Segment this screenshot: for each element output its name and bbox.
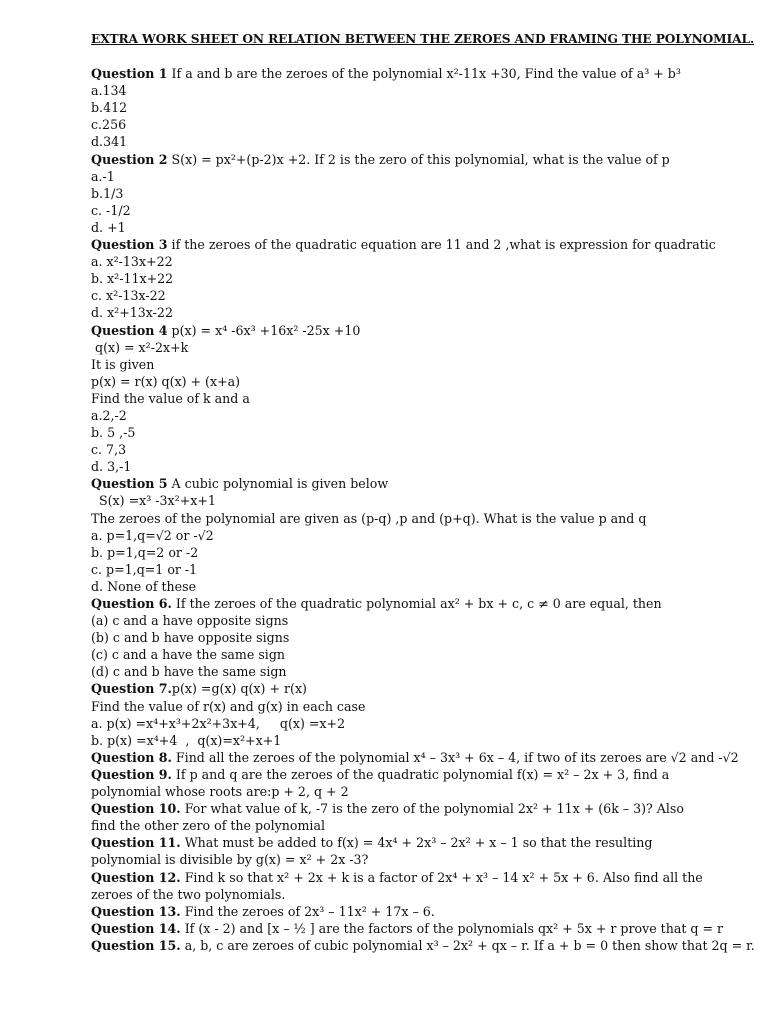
question-8-label: Question 8.	[91, 749, 172, 765]
question-14	[91, 920, 724, 937]
worksheet-page	[91, 31, 755, 954]
question-4-option: c. 7,3	[91, 442, 127, 458]
question-1	[91, 65, 711, 82]
question-1-option: d.341	[91, 134, 128, 150]
question-15	[91, 937, 755, 954]
question-3-option: d. x²+13x-22	[91, 305, 173, 321]
question-8-text: Find all the zeroes of the polynomial x⁴ – 3x³ + 6x – 4, if two of its zeroes are √2 and -√2	[171, 749, 739, 765]
question-4-option: a.2,-2	[91, 407, 127, 423]
question-2-text: S(x) = px²+(p-2)x +2. If 2 is the zero of this polynomial, what is the value of p	[167, 151, 670, 167]
question-5-line: The zeroes of the polynomial are given as (p-q) ,p and (p+q). What is the value p and q	[91, 510, 647, 526]
question-4-line: q(x) = x²-2x+k	[91, 339, 189, 355]
question-10-text: For what value of k, -7 is the zero of the polynomial 2x² + 11x + (6k – 3)? Also find the other zero of the polynomial	[91, 801, 684, 834]
question-2-option: c. -1/2	[91, 202, 131, 218]
question-7-label: Question 7.	[91, 681, 172, 697]
question-6	[91, 595, 711, 612]
question-7-text: p(x) =g(x) q(x) + r(x)	[171, 681, 307, 697]
question-13-text: Find the zeroes of 2x³ – 11x² + 17x – 6.	[180, 903, 435, 919]
question-12-label: Question 12.	[91, 869, 181, 885]
question-7-option: b. p(x) =x⁴+4 , q(x)=x²+x+1	[91, 732, 282, 748]
question-9-label: Question 9.	[91, 766, 172, 782]
question-4-option: b. 5 ,-5	[91, 425, 136, 441]
question-7-line: Find the value of r(x) and g(x) in each case	[91, 698, 366, 714]
question-10-label: Question 10.	[91, 801, 181, 817]
question-13	[91, 903, 711, 920]
question-9	[91, 766, 711, 800]
question-6-option: (d) c and b have the same sign	[91, 664, 287, 680]
question-12-text: Find k so that x² + 2x + k is a factor of 2x⁴ + x³ – 14 x² + 5x + 6. Also find all the zeroes of the two polynomials.	[91, 869, 703, 902]
question-7-option: a. p(x) =x⁴+x³+2x²+3x+4, q(x) =x+2	[91, 715, 346, 731]
question-10	[91, 800, 711, 834]
question-3-text: if the zeroes of the quadratic equation are 11 and 2 ,what is expression for quadratic	[167, 237, 716, 253]
question-5-option: c. p=1,q=1 or -1	[91, 561, 198, 577]
worksheet-title: EXTRA WORK SHEET ON RELATION BETWEEN THE ZEROES AND FRAMING THE POLYNOMIAL.	[91, 32, 755, 46]
question-4-line: Find the value of k and a	[91, 390, 250, 406]
question-6-text: If the zeroes of the quadratic polynomial ax² + bx + c, c ≠ 0 are equal, then	[171, 596, 662, 611]
question-15-text: a, b, c are zeroes of cubic polynomial x³ – 2x² + qx – r. If a + b = 0 then show that 2q = r.	[180, 937, 755, 953]
question-1-label: Question 1	[91, 66, 168, 82]
question-2-option: a.-1	[91, 168, 115, 184]
question-6-label: Question 6.	[91, 596, 172, 611]
question-14-text: If (x - 2) and [x – ½ ] are the factors of the polynomials qx² + 5x + r prove that q = r	[180, 920, 724, 936]
question-5-text: A cubic polynomial is given below	[167, 476, 389, 492]
question-11-text: What must be added to f(x) = 4x⁴ + 2x³ – 2x² + x – 1 so that the resulting polynomial is divisible by g(x) = x² + 2x -3?	[91, 835, 653, 868]
question-14-label: Question 14.	[91, 920, 181, 936]
question-5-line: S(x) =x³ -3x²+x+1	[91, 493, 216, 509]
question-6-option: (c) c and a have the same sign	[91, 647, 285, 663]
question-3-option: c. x²-13x-22	[91, 288, 166, 304]
question-5-option: a. p=1,q=√2 or -√2	[91, 527, 214, 543]
question-4-line: It is given	[91, 356, 155, 372]
question-3-label: Question 3	[91, 237, 168, 253]
question-4-text: p(x) = x⁴ -6x³ +16x² -25x +10	[167, 322, 361, 338]
question-1-option: a.134	[91, 83, 127, 99]
question-3-option: b. x²-11x+22	[91, 271, 174, 287]
question-8	[91, 749, 739, 766]
question-2-option: b.1/3	[91, 185, 124, 201]
question-1-text: If a and b are the zeroes of the polynomial x²-11x +30, Find the value of a³ + b³	[167, 66, 681, 82]
question-9-text: If p and q are the zeroes of the quadratic polynomial f(x) = x² – 2x + 3, find a polynomial whose roots are:p + 2, q + 2	[91, 766, 670, 800]
question-7	[91, 680, 711, 697]
question-3	[91, 236, 716, 253]
question-6-option: (a) c and a have opposite signs	[91, 613, 289, 629]
question-5-option: b. p=1,q=2 or -2	[91, 544, 199, 560]
question-4-label: Question 4	[91, 322, 168, 338]
question-2-label: Question 2	[91, 151, 168, 167]
question-5	[91, 475, 711, 492]
question-4	[91, 322, 711, 339]
question-11	[91, 834, 711, 868]
question-3-option: a. x²-13x+22	[91, 254, 173, 270]
question-5-option: d. None of these	[91, 578, 197, 594]
question-12	[91, 869, 711, 903]
question-1-option: c.256	[91, 117, 127, 133]
question-2	[91, 151, 711, 168]
question-4-option: d. 3,-1	[91, 459, 132, 475]
question-5-label: Question 5	[91, 476, 168, 492]
question-4-line: p(x) = r(x) q(x) + (x+a)	[91, 373, 241, 389]
question-2-option: d. +1	[91, 219, 126, 235]
question-1-option: b.412	[91, 100, 128, 116]
question-6-option: (b) c and b have opposite signs	[91, 630, 290, 646]
question-11-label: Question 11.	[91, 835, 181, 851]
question-13-label: Question 13.	[91, 903, 181, 919]
question-15-label: Question 15.	[91, 937, 181, 953]
